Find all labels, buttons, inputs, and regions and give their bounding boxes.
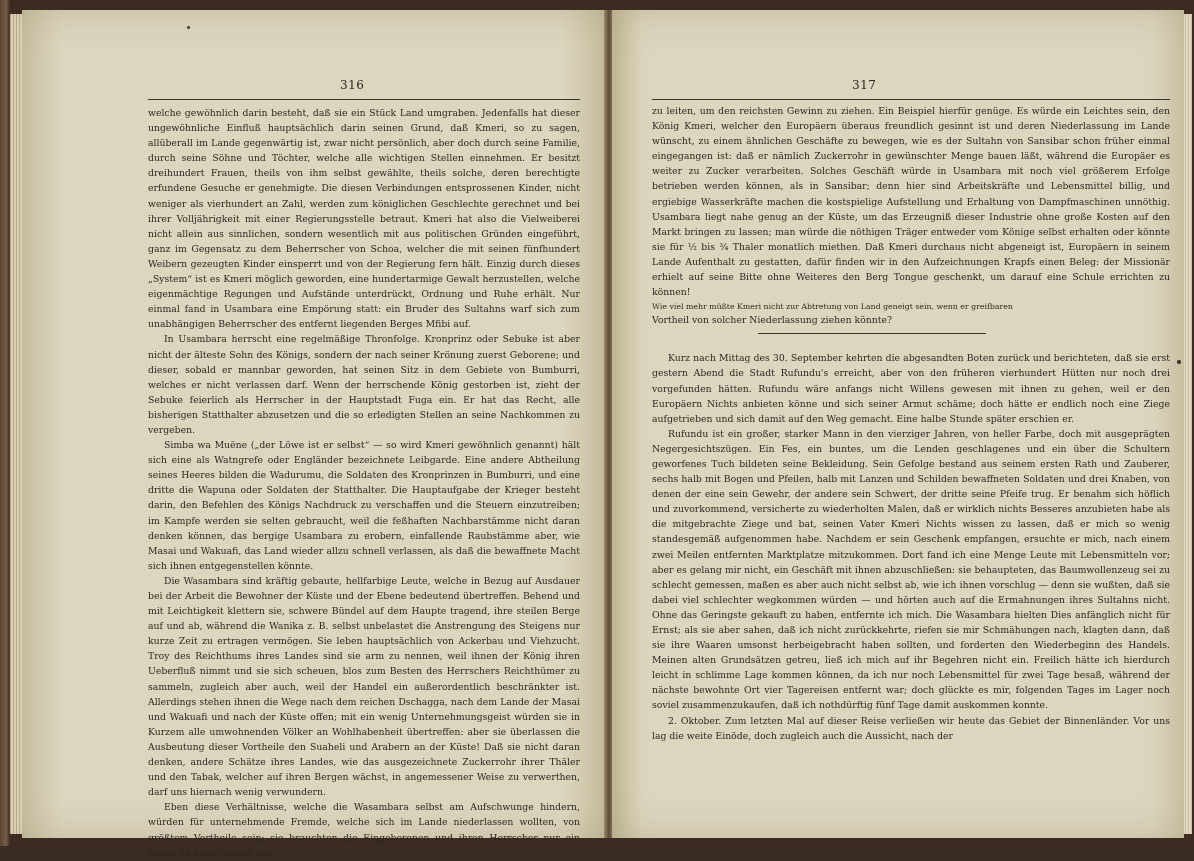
left-page-body xyxy=(148,106,580,861)
paragraph: welche gewöhnlich darin besteht, daß sie ein Stück Land umgraben. Jedenfalls hat dieser ungewöhnliche Einfluß hauptsächlich darin seinen Grund, daß Kmeri, so zu sagen, allüberall im Lande gegenwärtig ist, zwar nicht persönlich, aber doch durch seine Familie, durch seine Söhne und Töchter, welche alle wichtigen Stellen einnehmen. Er besitzt dreihundert Frauen, theils von ihm selbst gewählte, theils solche, deren berechtigte erfundene Gesuche er genehmigte. Die diesen Verbindungen entsprossenen Kinder, nicht weniger als vierhundert an Zahl, werden zum königlichen Geschlechte gerechnet und bei ihrer Volljährigkeit mit einer Regierungsstelle betraut. Kmeri hat also die Vielweiberei nicht allein aus sinnlichen, sondern wesentlich mit aus politischen Gründen eingeführt, ganz im Gegensatz zu dem Beherrscher von Schoa, welcher die mit seinen fünfhundert Weibern gezeugten Kinder einsperrt und von der Regierung fern hält. Einzig durch dieses „System“ ist es Kmeri möglich geworden, eine hundertarmige Gewalt herzustellen, welche eigenmächtige Regungen und Aufstände unterdrückt, Ordnung und Ruhe erhält. Nur einmal fand in Usambara eine Empörung statt: ein Bruder des Sultahns warf sich zum unabhängigen Beherrscher des entfernt liegenden Berges Mfibi auf. xyxy=(148,108,580,331)
paragraph: In Usambara herrscht eine regelmäßige Thronfolge. Kronprinz oder Sebuke ist aber nicht der älteste Sohn des Königs, sondern der nach seiner Krönung zuerst Geborene; und dieser, sobald er mannbar geworden, hat seinen Sitz in dem Gebiete von Bumburri, welches er nicht verlassen darf. Wenn der herrschende König gestorben ist, zieht der Sebuke feierlich als Herrscher in der Hauptstadt Fuga ein. Er hat das Recht, alle bisherigen Statthalter abzusetzen und die so erledigten Stellen an seine Nachkommen zu vergeben. xyxy=(148,334,580,436)
right-page xyxy=(612,10,1184,838)
paragraph: Vortheil von solcher Niederlassung ziehen könnte? xyxy=(652,315,892,327)
paragraph: 2. Oktober. Zum letzten Mal auf dieser Reise verließen wir heute das Gebiet der Binnenländer. Vor uns lag die weite Einöde, doch zugleich auch die Aussicht, nach der xyxy=(652,715,1170,742)
paragraph: Rufundu ist ein großer, starker Mann in den vierziger Jahren, von heller Farbe, doch mit ausgeprägten Negergesichtszügen. Ein Fes, ein buntes, um die Lenden geschlagenes und ein über die Schultern geworfenes Tuch bildeten seine Bekleidung. Sein Gefolge bestand aus seinem ersten Rath und Zauberer, sechs halb mit Bogen und Pfeilen, halb mit Lanzen und Schilden bewaffneten Soldaten und drei Knaben, von denen der eine sein Gewehr, der andere sein Schwert, der dritte seine Pfeife trug. Er benahm sich höflich und zuvorkommend, versicherte zu wiederholten Malen, daß er wirklich nichts Besseres anzubieten habe als die mitgebrachte Ziege und bat, seinen Vater Kmeri Nichts wissen zu lassen, daß er mich so wenig standesgemäß aufgenommen habe. Nachdem er sein Geschenk empfangen, ersuchte er mich, nach einem zwei Meilen entfernten Marktplatze mitzukommen. Dort fand ich eine Menge Leute mit Lebensmitteln vor; aber es gelang mir nicht, ein Geschäft mit ihnen abzuschließen: sie behaupteten, das Baumwollenzeug sei zu schlecht gemessen, maßen es aber auch nicht selbst ab, wie ich ihnen vorschlug — denn sie wußten, daß sie dabei viel schlechter wegkommen würden — und hörten auch auf die Ermahnungen ihres Sultahns nicht. Ohne das Geringste gekauft zu haben, entfernte ich mich. Die Wasambara hielten Dies anfänglich nicht für Ernst; als sie aber sahen, daß ich nicht zurückkehrte, riefen sie mir Schmähungen nach, klagten dann, daß sie ihre Waaren umsonst herbeigebracht haben sollten, und forderten den Wiederbeginn des Handels. Meinen alten Grundsätzen getreu, ließ ich mich auf ihr Begehren nicht ein. Freilich hätte ich hierdurch leicht in schlimme Lage kommen können, da ich nur noch Lebensmittel für zwei Tage besaß, während der nächste bewohnte Ort vier Tagereisen entfernt war; doch glückte es mir, folgenden Tages im Lager noch soviel zusammenzukaufen, daß ich nothdürftig fünf Tage damit auskommen konnte. xyxy=(652,428,1170,712)
paragraph-small-line: Wie viel mehr müßte Kmeri nicht zur Abtretung von Land geneigt sein, wenn er greifbaren xyxy=(652,302,1013,312)
section-separator xyxy=(758,333,986,334)
paragraph: Kurz nach Mittag des 30. September kehrten die abgesandten Boten zurück und berichteten, daß sie erst gestern Abend die Stadt Rufundu's erreicht, aber von den früheren vierhundert Hütten nur noch drei vorgefunden hätten. Rufundu wäre anfangs nicht Willens gewesen mit ihnen zu gehen, weil er den Europäern Nichts anbieten könne und sich seiner Armut schäme; doch hätte er endlich noch eine Ziege aufgetrieben und sich damit auf den Weg gemacht. Eine halbe Stunde später erschien er. xyxy=(652,353,1170,425)
paper-speck xyxy=(1177,360,1181,364)
page-number-left: 316 xyxy=(340,78,365,92)
paragraph: Eben diese Verhältnisse, welche die Wasambara selbst am Aufschwunge hindern, würden für unternehmende Fremde, welche sich im Lande niederlassen wollten, von größtem Vortheile sein; sie brauchten die Eingeborenen und ihren Herrscher nur ein wenig zu beeinflussen und xyxy=(148,802,580,859)
paragraph: Simba wa Muëne („der Löwe ist er selbst“ — so wird Kmeri gewöhnlich genannt) hält sich eine als Watngrefe oder Engländer bezeichnete Leibgarde. Eine andere Abtheilung seines Heeres bilden die Wadurumu, die Soldaten des Kronprinzen in Bumburri, und eine dritte die Wapuna oder Soldaten der Statthalter. Die Hauptaufgabe der Krieger besteht darin, den Befehlen des Königs Nachdruck zu verschaffen und die Steuern einzutreiben; im Kampfe werden sie selten gebraucht, weil die feßhaften Nachbarstämme nicht daran denken können, das bergige Usambara zu erobern, einfallende Raubstämme aber, wie Masai und Wakuafi, das Land wieder allzu schnell verlassen, als daß die bewaffnete Macht sich ihnen entgegenstellen könnte. xyxy=(148,440,580,572)
right-page-body xyxy=(652,104,1170,744)
paragraph: Die Wasambara sind kräftig gebaute, hellfarbige Leute, welche in Bezug auf Ausdauer bei der Arbeit die Bewohner der Küste und der Ebene bedeutend übertreffen. Behend und mit Leichtigkeit klettern sie, schwere Bündel auf dem Haupte tragend, ihre steilen Berge auf und ab, während die Wanika z. B. selbst unbelastet die Anstrengung des Steigens nur kurze Zeit zu ertragen vermögen. Sie leben hauptsächlich von Ackerbau und Viehzucht. Troy des Reichthums ihres Landes sind sie arm zu nennen, weil ihnen der König ihren Ueberfluß nimmt und sie sich scheuen, blos zum Besten des Herrschers Reichthümer zu sammeln, zugleich aber auch, weil der Handel ein außerordentlich beschränkter ist. Allerdings stehen ihnen die Wege nach dem reichen Dschagga, nach dem Lande der Masai und Wakuafi und nach der Küste offen; mit ein wenig Unternehmungsgeist würden sie in Kurzem alle umwohnenden Völker an Wohlhabenheit übertreffen: aber sie überlassen die Ausbeutung dieser Vortheile den Suaheli und Arabern an der Küste! Daß sie nicht daran denken, andere Schätze ihres Landes, wie das ausgezeichnete Zuckerrohr ihrer Thäler und den Tabak, welcher auf ihren Bergen wächst, in angemessener Weise zu verwerthen, darf uns hiernach wenig verwundern. xyxy=(148,575,580,799)
left-page xyxy=(22,10,606,859)
paper-speck xyxy=(187,26,190,29)
header-rule-left xyxy=(148,99,580,100)
paragraph: zu leiten, um den reichsten Gewinn zu ziehen. Ein Beispiel hierfür genüge. Es würde ein Leichtes sein, den König Kmeri, welcher den Europäern überaus freundlich gesinnt ist und deren Niederlassung im Lande wünscht, zu einem ähnlichen Geschäfte zu bewegen, wie es der Sultahn von Sansibar schon früher einmal eingegangen ist: daß er nämlich Zuckerrohr in gewünschter Menge bauen läßt, während die Europäer es weiter zu Zucker verarbeiten. Solches Geschäft würde in Usambara mit noch viel größerem Erfolge betrieben werden können, als in Sansibar; denn hier sind Arbeitskräfte und Lebensmittel billig, und ergiebige Wasserkräfte machen die kostspielige Aufstellung und Erhaltung von Dampfmaschinen unnöthig. Usambara liegt nahe genug an der Küste, um das Erzeugniß dieser Industrie ohne große Kosten auf den Markt bringen zu lassen; man würde die nöthigen Träger entweder vom Könige selbst erhalten oder könnte sie für ½ bis ¾ Thaler monatlich miethen. Daß Kmeri durchaus nicht abgeneigt ist, Europäern in seinem Lande Aufenthalt zu gestatten, dafür finden wir in den Aufzeichnungen Krapfs einen Beleg: der Missionär erhielt auf seine Bitte ohne Weiteres den Berg Tongue geschenkt, um darauf eine Schule errichten zu können! xyxy=(652,106,1170,299)
header-rule-right xyxy=(652,99,1170,100)
page-number-right: 317 xyxy=(852,78,877,92)
